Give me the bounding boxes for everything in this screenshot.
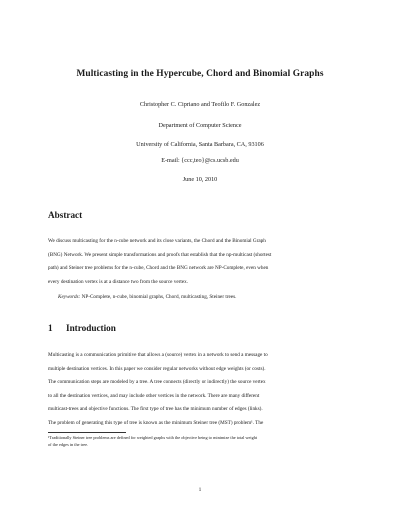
paper-title: Multicasting in the Hypercube, Chord and Binomial Graphs [76,69,324,79]
footnote [48,434,353,448]
intro-line: The communication steps are modeled by a tree. A tree connects (directly or indirectly) the source vertex [48,379,266,386]
keywords-line [48,291,353,305]
abstract-line: every destination vertex is at a distance two from the source vertex. [48,278,189,285]
abstract-line: (BNG) Network. We present simple transformations and proofs that establish that the np-multicast (shortest [48,251,272,258]
author-university: University of California, Santa Barbara, CA, 93106 [136,141,264,148]
intro-line: The problem of generating this type of tree is known as the minimum Steiner tree (MST) problem¹. The [48,419,264,426]
section-number: 1 [48,323,53,333]
footnote-line: ¹Traditionally Steiner tree problems are defined for weighted graphs with the objective being to minimize the total weight [48,435,258,440]
intro-line: to all the destination vertices, and may include other vertices in the network. There are many different [48,392,260,399]
abstract-line: path) and Steiner tree problems for the n-cube, Chord and the BNG network are NP-Complete, even when [48,265,269,272]
author-email: E-mail: {ccc,teo}@cs.ucsb.edu [161,157,239,164]
introduction-body [48,349,353,431]
author-department: Department of Computer Science [158,122,242,129]
section-title: Introduction [66,323,116,333]
footnote-rule [48,432,126,433]
footnote-line: of the edges in the tree. [48,442,89,448]
intro-line: Multicasting is a communication primitive that allows a (source) vertex in a network to send a message to [48,352,268,358]
keywords-label: Keywords: [58,294,81,300]
abstract-line: We discuss multicasting for the n-cube network and its close variants, the Chord and the Binomial Graph [48,238,266,244]
section-heading [48,323,116,333]
paper-date: June 10, 2010 [182,176,218,183]
page-number: 1 [198,487,202,493]
author-list: Christopher C. Cipriano and Teofilo F. Gonzalez [139,101,261,108]
abstract-heading: Abstract [48,210,83,220]
intro-line: multiple destination vertices. In this paper we consider regular networks without edge weights (or costs). [48,365,266,372]
keywords-text: NP-Complete, n-cube, binomial graphs, Chord, multicasting, Steiner trees. [80,294,237,300]
abstract-body [48,235,353,289]
intro-line: multicast-trees and objective functions. The first type of tree has the minimum number of edges (links). [48,406,263,413]
